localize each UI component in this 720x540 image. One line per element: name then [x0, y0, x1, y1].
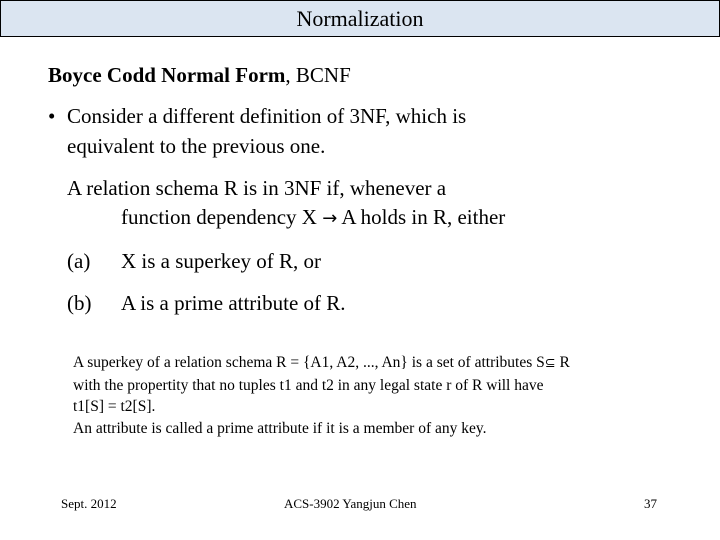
note-line-2: with the propertity that no tuples t1 and t2 in any legal state r of R will have [73, 376, 544, 394]
subset-icon: ⊆ [544, 356, 556, 371]
note-line-1 [73, 352, 570, 375]
title-bar [0, 0, 720, 37]
slide-title: Normalization [296, 5, 424, 31]
definition-line-2 [121, 205, 505, 230]
footer-course: ACS-3902 Yangjun Chen [284, 496, 417, 511]
superkey-note [73, 352, 570, 439]
bullet-marker: • [48, 104, 56, 128]
note-line-1-pre: A superkey of a relation schema R = {A1, A2, ..., An} is a set of attributes S [73, 354, 545, 371]
bullet-text-line-2: equivalent to the previous one. [67, 134, 326, 158]
note-line-3: t1[S] = t2[S]. [73, 398, 156, 415]
section-heading-rest: , BCNF [285, 63, 351, 87]
bullet-text-line-1: Consider a different definition of 3NF, which is [67, 104, 467, 128]
item-text-b: A is a prime attribute of R. [121, 291, 346, 315]
footer-page-number: 37 [644, 496, 657, 511]
section-heading-bold: Boyce Codd Normal Form [48, 63, 286, 87]
definition-line-1: A relation schema R is in 3NF if, whenever a [67, 176, 447, 200]
item-label-a: (a) [67, 249, 91, 273]
section-heading [48, 63, 351, 88]
definition-line-2-pre: function dependency X [121, 205, 317, 229]
definition-line-2-post: A holds in R, either [341, 205, 506, 229]
item-label-b: (b) [67, 291, 92, 315]
note-line-1-post: R [555, 354, 570, 371]
footer-date: Sept. 2012 [61, 496, 117, 511]
arrow-icon: → [322, 208, 338, 229]
note-line-4: An attribute is called a prime attribute if it is a member of any key. [73, 419, 487, 437]
item-text-a: X is a superkey of R, or [121, 249, 322, 273]
